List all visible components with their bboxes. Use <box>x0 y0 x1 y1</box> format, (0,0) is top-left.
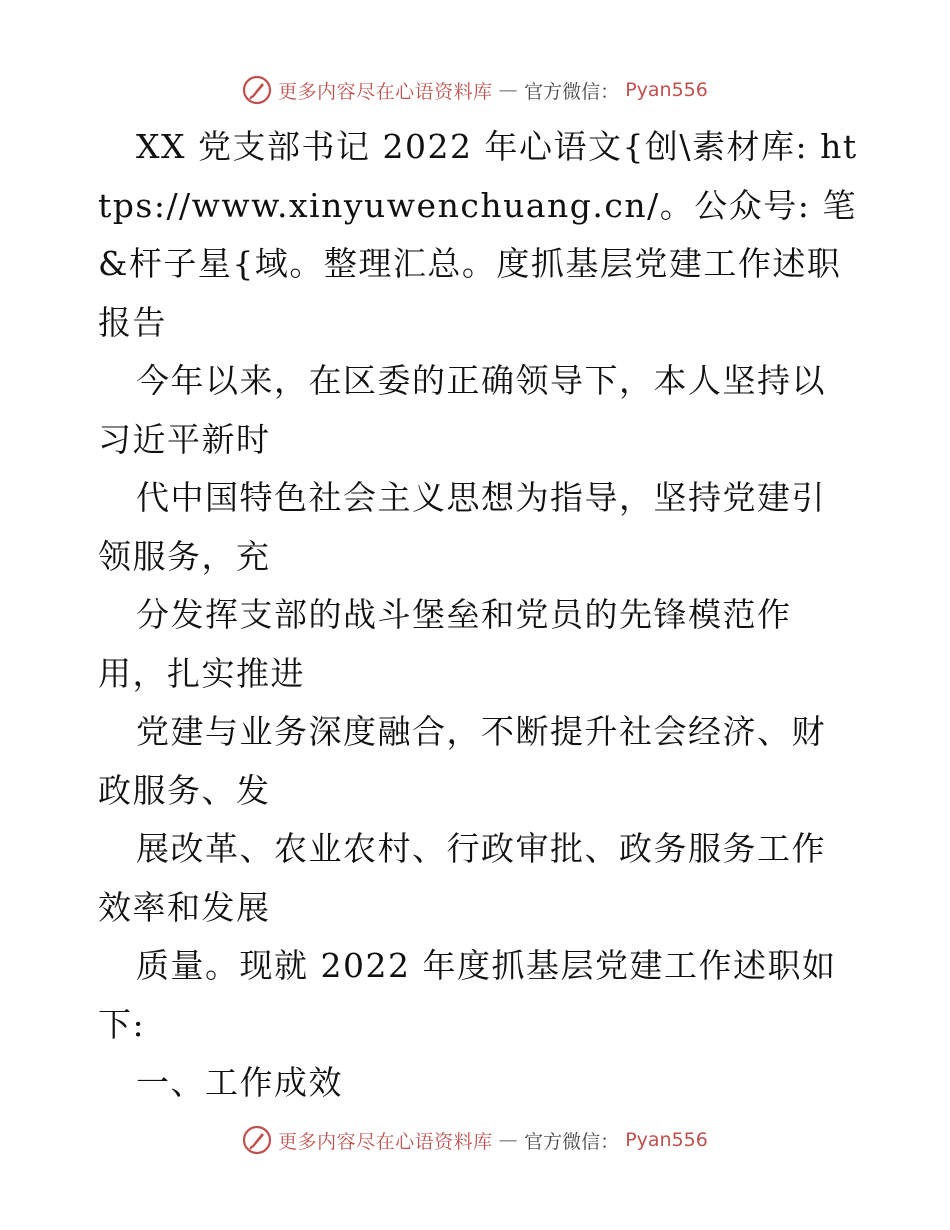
watermark-slogan: 更多内容尽在心语资料库 <box>278 1130 493 1153</box>
body-paragraph: 党建与业务深度融合，不断提升社会经济、财政服务、发 <box>98 712 826 810</box>
feather-pen-logo-icon <box>242 75 272 105</box>
header-watermark-banner <box>0 70 950 110</box>
body-paragraph: 今年以来，在区委的正确领导下，本人坚持以习近平新时 <box>98 361 826 459</box>
watermark-separator: — <box>498 79 519 101</box>
watermark-contact-label: 官方微信： <box>524 80 620 103</box>
body-paragraph: 分发挥支部的战斗堡垒和党员的先锋模范作用，扎实推进 <box>98 595 792 693</box>
footer-watermark-banner <box>0 1120 950 1160</box>
watermark-contact-id: Pyan556 <box>625 79 708 101</box>
body-paragraph: 展改革、农业农村、行政审批、政务服务工作效率和发展 <box>98 829 826 927</box>
document-title-paragraph: XX 党支部书记 2022 年心语文{创\素材库: https://www.xinyuwenchuang.cn/。公众号: 笔&杆子星{域。整理汇总。度抓基层党建工作述职报告 <box>98 127 858 342</box>
body-paragraph: 质量。现就 2022 年度抓基层党建工作述职如下: <box>98 946 837 1044</box>
document-body <box>98 118 858 1113</box>
body-paragraph: 代中国特色社会主义思想为指导，坚持党建引领服务，充 <box>98 478 826 576</box>
feather-pen-logo-icon <box>242 1125 272 1155</box>
watermark-separator: — <box>498 1129 519 1151</box>
section-heading: 一、工作成效 <box>136 1063 343 1102</box>
watermark-contact-label: 官方微信： <box>524 1130 620 1153</box>
watermark-contact-id: Pyan556 <box>625 1129 708 1151</box>
watermark-slogan: 更多内容尽在心语资料库 <box>278 80 493 103</box>
